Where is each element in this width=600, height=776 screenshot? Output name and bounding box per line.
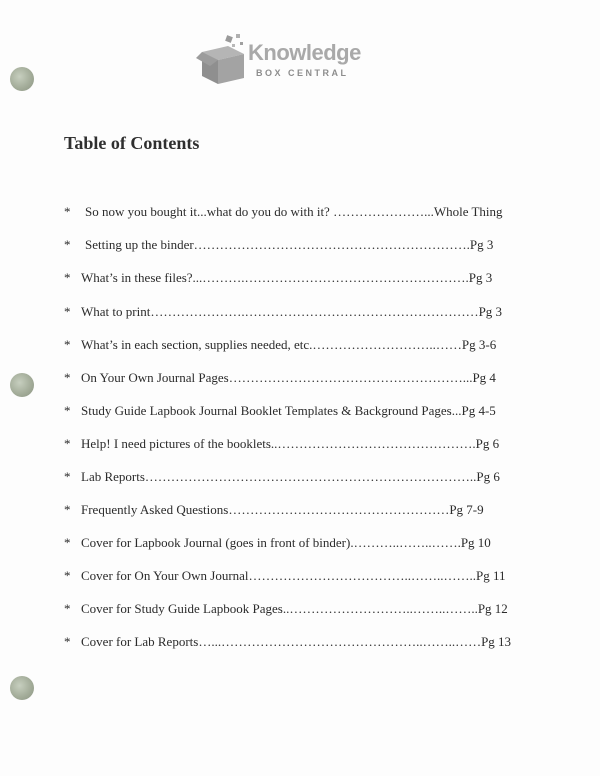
toc-entry: Setting up the binder……………………………………………………….Pg 3 [85, 237, 494, 252]
toc-entry: Cover for On Your Own Journal………………………………..……..……..Pg 11 [81, 568, 506, 583]
toc-row [0, 237, 600, 257]
toc-entry: Frequently Asked Questions……………………………………………Pg 7-9 [81, 502, 484, 517]
bullet: * [64, 370, 71, 385]
toc-row [0, 337, 600, 357]
toc-entry: What’s in these files?...……….…………………………………………….Pg 3 [81, 270, 493, 285]
bullet: * [64, 304, 71, 319]
bullet: * [64, 204, 71, 219]
box-icon [196, 32, 256, 88]
toc-entry: Study Guide Lapbook Journal Booklet Templates & Background Pages...Pg 4-5 [81, 403, 496, 418]
toc-row [0, 270, 600, 290]
punch-hole-top [10, 67, 34, 91]
toc-row [0, 304, 600, 324]
punch-hole-bottom [10, 676, 34, 700]
bullet: * [64, 502, 71, 517]
toc-entry: So now you bought it...what do you do with it? …………………...Whole Thing [85, 204, 503, 219]
toc-entry: What’s in each section, supplies needed, etc.………………………..……Pg 3-6 [81, 337, 497, 352]
toc-row [0, 403, 600, 423]
bullet: * [64, 568, 71, 583]
toc-entry: What to print………………….………………………………………………Pg 3 [81, 304, 503, 319]
knowledge-box-central-logo [196, 32, 386, 88]
toc-row [0, 204, 600, 224]
bullet: * [64, 237, 71, 252]
bullet: * [64, 469, 71, 484]
logo-wordmark: Knowledge [248, 40, 361, 65]
toc-row [0, 634, 600, 654]
toc-entry: Cover for Lab Reports…...………………………………………..……..……Pg 13 [81, 634, 512, 649]
toc-row [0, 370, 600, 390]
toc-row [0, 568, 600, 588]
toc-entry: Lab Reports…………………………………………………………………..Pg 6 [81, 469, 500, 484]
bullet: * [64, 403, 71, 418]
toc-row [0, 436, 600, 456]
bullet: * [64, 337, 71, 352]
bullet: * [64, 535, 71, 550]
toc-entry: Help! I need pictures of the booklets..……………………………………….Pg 6 [81, 436, 500, 451]
logo-subtitle: BOX CENTRAL [256, 68, 349, 78]
toc-entry: Cover for Study Guide Lapbook Pages..………………………..……..……..Pg 12 [81, 601, 508, 616]
bullet: * [64, 634, 71, 649]
bullet: * [64, 601, 71, 616]
toc-row [0, 502, 600, 522]
toc-entry: Cover for Lapbook Journal (goes in front of binder).………..……..…….Pg 10 [81, 535, 491, 550]
bullet: * [64, 270, 71, 285]
toc-entry: On Your Own Journal Pages………………………………………………...Pg 4 [81, 370, 496, 385]
toc-row [0, 601, 600, 621]
toc-row [0, 469, 600, 489]
toc-row [0, 535, 600, 555]
page-title: Table of Contents [64, 133, 200, 153]
bullet: * [64, 436, 71, 451]
